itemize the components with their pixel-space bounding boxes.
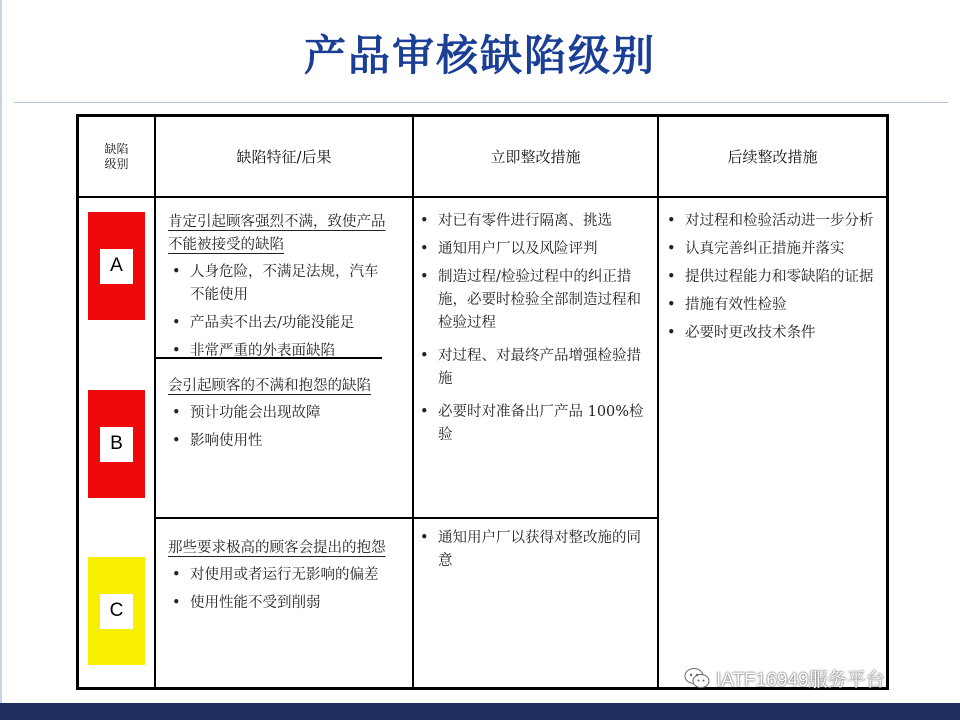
followup-actions (663, 210, 881, 350)
characteristics-c (168, 537, 390, 620)
title-divider (14, 102, 948, 103)
defect-level-table (76, 114, 889, 690)
list-item: • 对过程、对最终产品增强检验措施 (420, 348, 641, 387)
list-item: • 认真完善纠正措施并落实 (667, 241, 845, 257)
level-label: B (100, 427, 133, 462)
list-item: • 措施有效性检验 (667, 297, 787, 313)
characteristics-a (168, 211, 390, 368)
list-item: • 必要时对准备出厂产品 100%检验 (420, 404, 644, 443)
row-divider-b-c (156, 517, 657, 519)
characteristics-lead: 那些要求极高的顾客会提出的抱怨 (168, 540, 386, 556)
header-followup-actions: 后续整改措施 (727, 148, 818, 166)
immediate-actions-ab (416, 210, 648, 452)
list-item: • 非常严重的外表面缺陷 (172, 343, 335, 359)
level-badge-a (88, 212, 145, 320)
list-item: • 人身危险，不满足法规，汽车不能使用 (172, 264, 379, 303)
list-item: • 必要时更改技术条件 (667, 325, 816, 341)
list-item: • 通知用户厂以获得对整改施的同意 (420, 530, 641, 569)
characteristics-lead: 肯定引起顾客强烈不满，致使产品不能被接受的缺陷 (168, 214, 386, 253)
list-item: • 对使用或者运行无影响的偏差 (172, 567, 379, 583)
immediate-actions-c (416, 527, 648, 578)
left-border-line (0, 0, 2, 720)
list-item: • 使用性能不受到削弱 (172, 595, 321, 611)
list-item: • 影响使用性 (172, 433, 263, 449)
watermark-text: IATF16949服务平台 (716, 669, 885, 691)
wechat-icon (684, 667, 710, 689)
bottom-bar (0, 703, 960, 720)
list-item: • 通知用户厂以及风险评判 (420, 241, 598, 257)
level-label: A (100, 249, 133, 284)
level-badge-c (88, 557, 145, 665)
list-item: • 预计功能会出现故障 (172, 405, 321, 421)
header-defect-level: 缺陷 级别 (104, 141, 129, 171)
watermark (684, 664, 885, 692)
list-item: • 产品卖不出去/功能没能足 (172, 315, 355, 331)
list-item: • 提供过程能力和零缺陷的证据 (667, 269, 874, 285)
list-item: • 对已有零件进行隔离、挑选 (420, 213, 612, 229)
list-item: • 制造过程/检验过程中的纠正措施，必要时检验全部制造过程和检验过程 (420, 269, 641, 331)
header-characteristics: 缺陷特征/后果 (236, 148, 332, 166)
column-divider (657, 117, 659, 687)
column-divider (412, 117, 414, 687)
column-divider (154, 117, 156, 687)
list-item: • 对过程和检验活动进一步分析 (667, 213, 874, 229)
level-badge-b (88, 390, 145, 498)
header-divider (79, 196, 886, 198)
header-immediate-actions: 立即整改措施 (490, 148, 581, 166)
characteristics-b (168, 375, 390, 458)
level-label: C (100, 594, 133, 629)
characteristics-lead: 会引起顾客的不满和抱怨的缺陷 (168, 378, 371, 394)
page-title: 产品审核缺陷级别 (303, 31, 656, 80)
